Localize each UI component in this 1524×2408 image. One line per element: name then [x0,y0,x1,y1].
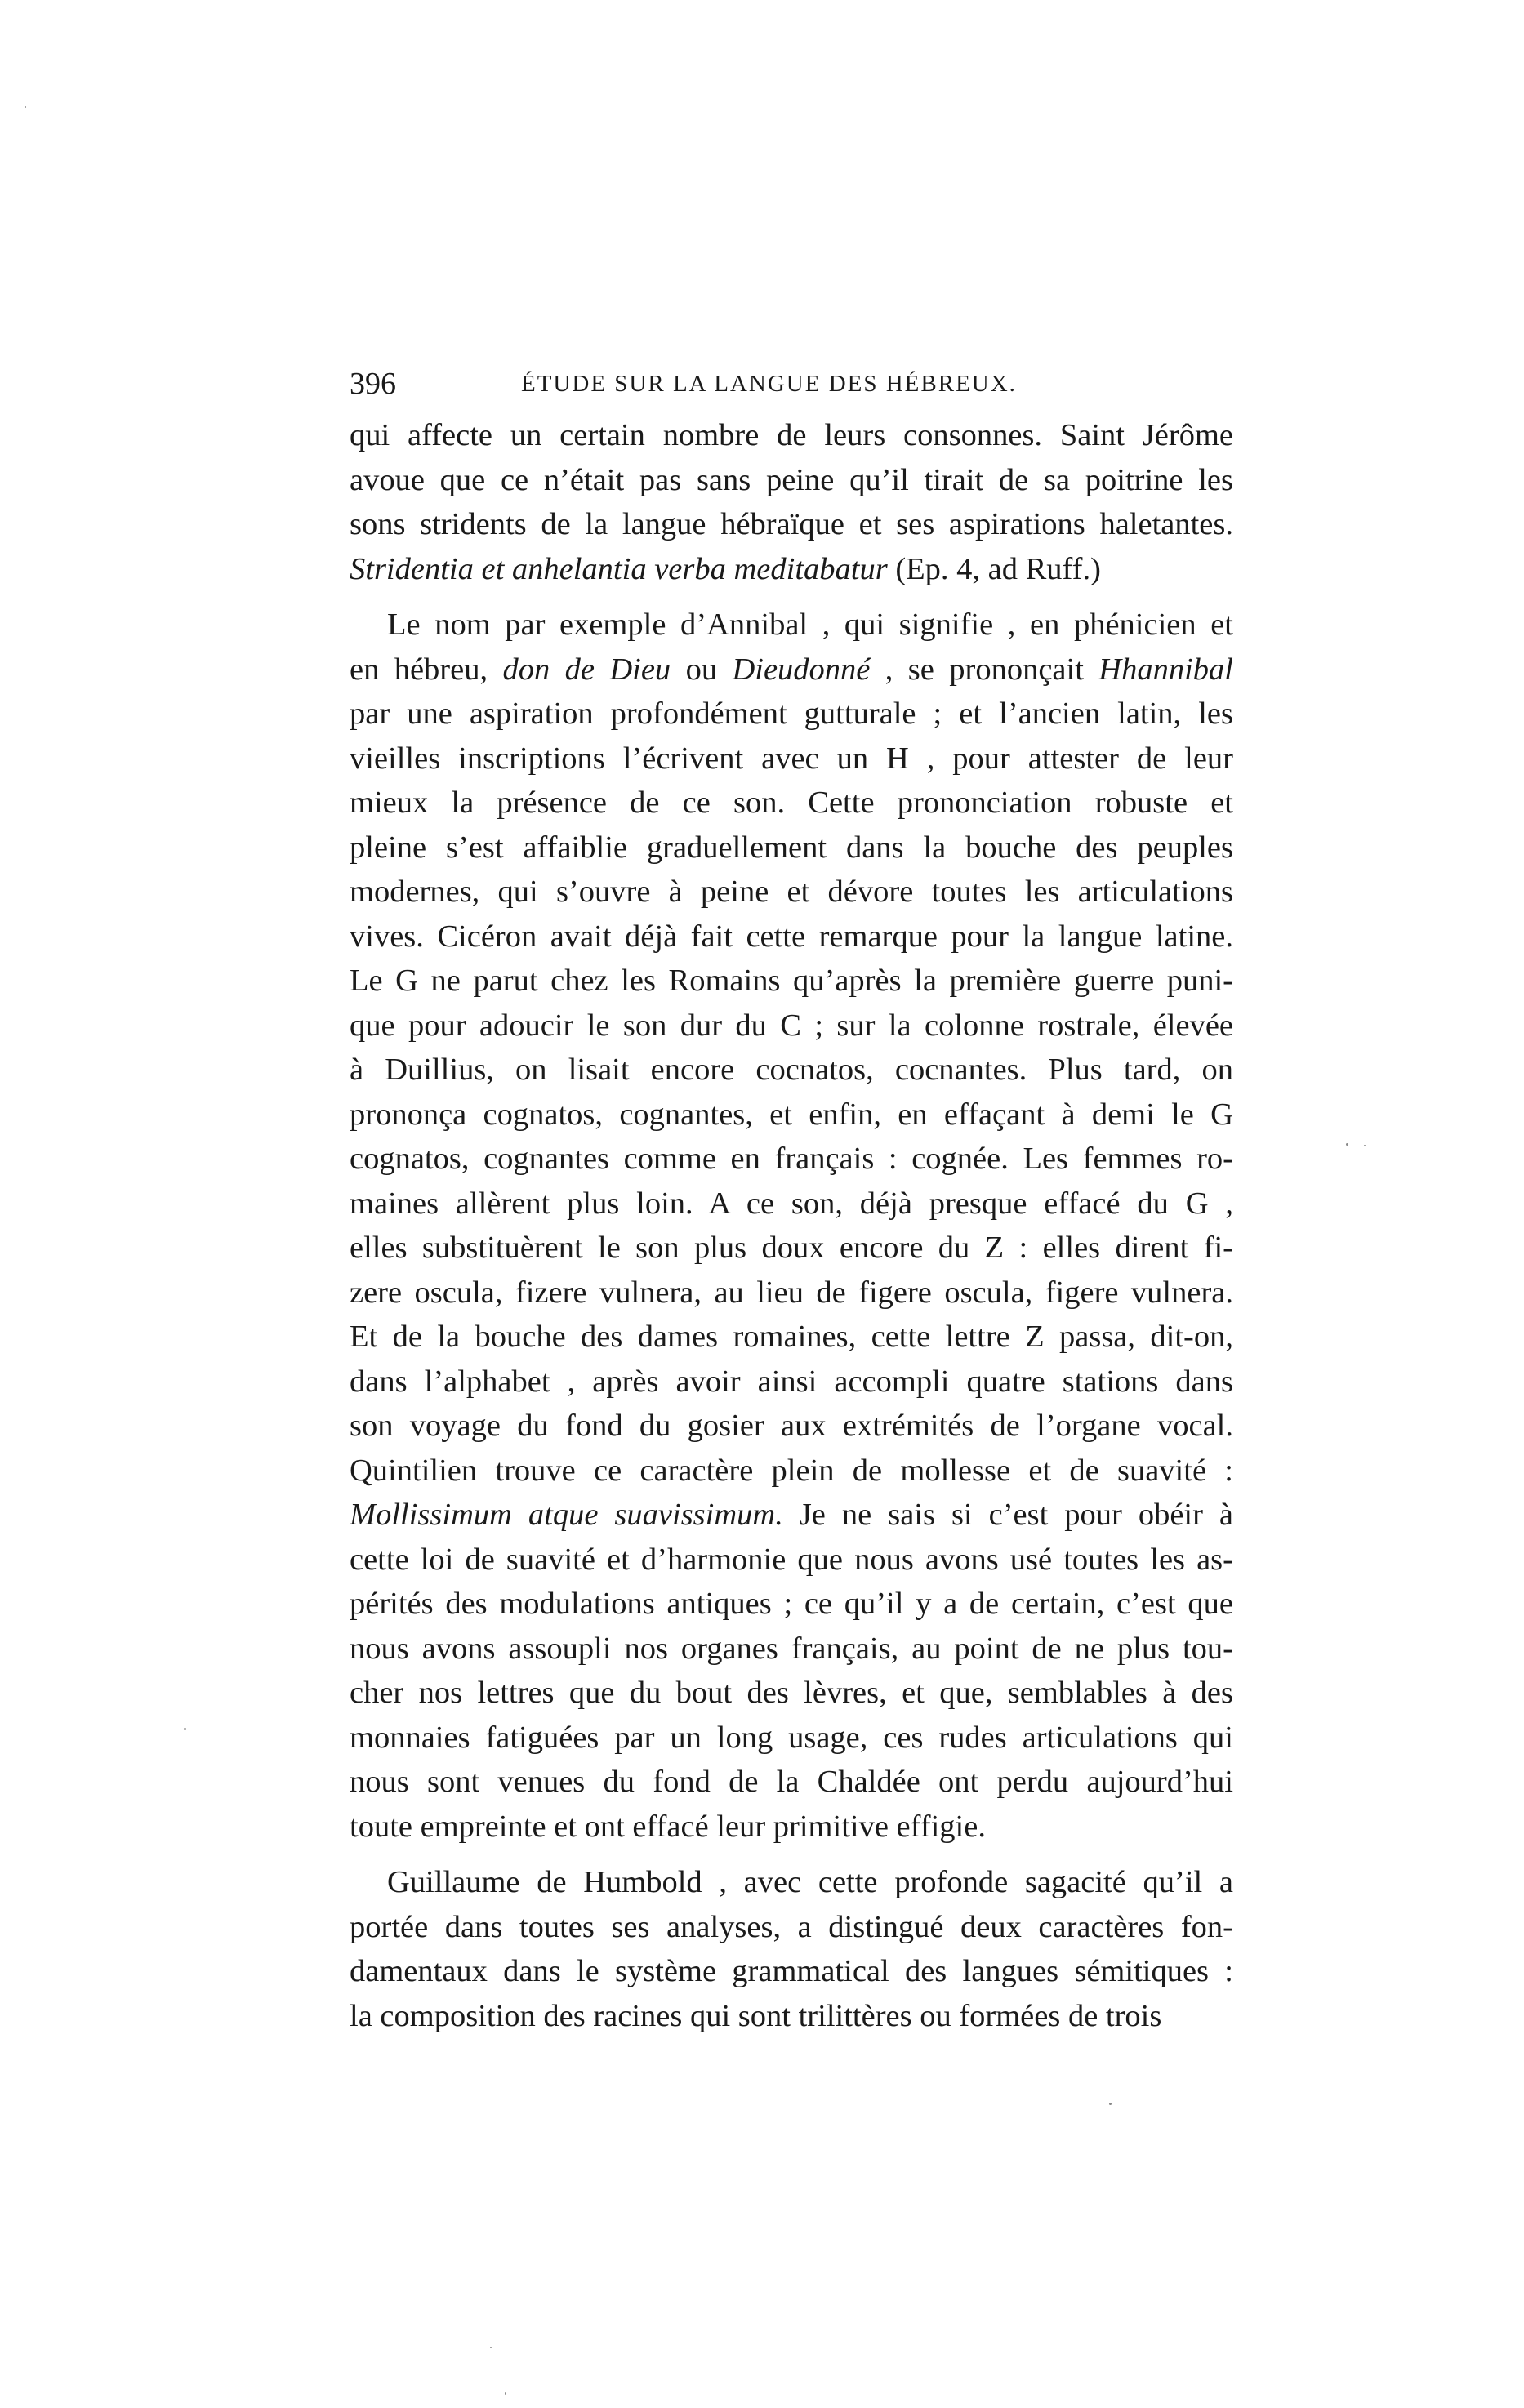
text-line: que pour adoucir le son dur du C ; sur la colonne rostrale, élevée [350,1008,1233,1043]
text-line: sons stridents de la langue hébraïque et ses aspirations haletantes. [350,507,1233,541]
scan-speck [1109,2103,1112,2105]
text-line: prononça cognatos, cognantes, et enfin, en effaçant à demi le G [350,1097,1233,1132]
text-line: Guillaume de Humbold , avec cette profonde sagacité qu’il a [387,1865,1233,1899]
scan-speck [505,2392,506,2395]
text-line: Le nom par exemple d’Annibal , qui signifie , en phénicien et [387,608,1233,642]
text-line: cher nos lettres que du bout des lèvres, et que, semblables à des [350,1676,1233,1710]
text-line: mieux la présence de ce son. Cette prononciation robuste et [350,786,1233,820]
paragraph-gap [350,591,1233,603]
scan-speck [490,2347,492,2348]
text-line: toute empreinte et ont effacé leur primitive effigie. [350,1809,986,1844]
text-line: pérités des modulations antiques ; ce qu’il y a de certain, c’est que [350,1587,1233,1621]
text-line: en hébreu, don de Dieu ou Dieudonné , se prononçait Hhannibal [350,652,1233,687]
text-line: cette loi de suavité et d’harmonie que nous avons usé toutes les as- [350,1542,1233,1577]
page-number: 396 [350,367,396,401]
paragraph-gap [350,1849,1233,1860]
text-line: Quintilien trouve ce caractère plein de mollesse et de suavité : [350,1453,1233,1488]
text-line: nous sont venues du fond de la Chaldée ont perdu aujourd’hui [350,1765,1233,1799]
scan-speck [184,1728,186,1730]
text-line: dans l’alphabet , après avoir ainsi accompli quatre stations dans [350,1364,1233,1399]
page-header [350,359,1233,408]
text-line: Mollissimum atque suavissimum. Je ne sais si c’est pour obéir à [350,1498,1233,1532]
text-line: Et de la bouche des dames romaines, cette lettre Z passa, dit-on, [350,1320,1233,1354]
body-text [350,413,1233,2038]
scan-speck [1346,1143,1348,1146]
text-line: portée dans toutes ses analyses, a distingué deux caractères fon- [350,1909,1233,1944]
text-line: avoue que ce n’était pas sans peine qu’il tirait de sa poitrine les [350,462,1233,497]
text-line: elles substituèrent le son plus doux encore du Z : elles dirent fi- [350,1231,1233,1265]
text-line: par une aspiration profondément gutturale ; et l’ancien latin, les [350,697,1233,731]
text-line: monnaies fatiguées par un long usage, ces rudes articulations qui [350,1720,1233,1755]
text-line: Le G ne parut chez les Romains qu’après la première guerre puni- [350,964,1233,998]
text-line: Stridentia et anhelantia verba meditabatur (Ep. 4, ad Ruff.) [350,551,1101,586]
text-line: pleine s’est affaiblie graduellement dans la bouche des peuples [350,830,1233,865]
text-line: vieilles inscriptions l’écrivent avec un H , pour attester de leur [350,741,1233,776]
text-line: modernes, qui s’ouvre à peine et dévore toutes les articulations [350,875,1233,909]
text-line: vives. Cicéron avait déjà fait cette remarque pour la langue latine. [350,919,1233,954]
text-line: à Duillius, on lisait encore cocnatos, cocnantes. Plus tard, on [350,1053,1233,1087]
text-line: nous avons assoupli nos organes français, au point de ne plus tou- [350,1631,1233,1666]
text-line: damentaux dans le système grammatical des langues sémitiques : [350,1954,1233,1988]
text-line: la composition des racines qui sont trilittères ou formées de trois [350,1998,1162,2033]
text-line: qui affecte un certain nombre de leurs consonnes. Saint Jérôme [350,418,1233,452]
text-line: maines allèrent plus loin. A ce son, déjà presque effacé du G , [350,1186,1233,1221]
text-line: son voyage du fond du gosier aux extrémités de l’organe vocal. [350,1409,1233,1443]
scan-speck [1364,1145,1366,1146]
scan-speck [25,106,26,108]
text-line: zere oscula, fizere vulnera, au lieu de figere oscula, figere vulnera. [350,1275,1233,1310]
running-title: ÉTUDE SUR LA LANGUE DES HÉBREUX. [521,371,1017,397]
text-line: cognatos, cognantes comme en français : cognée. Les femmes ro- [350,1142,1233,1176]
